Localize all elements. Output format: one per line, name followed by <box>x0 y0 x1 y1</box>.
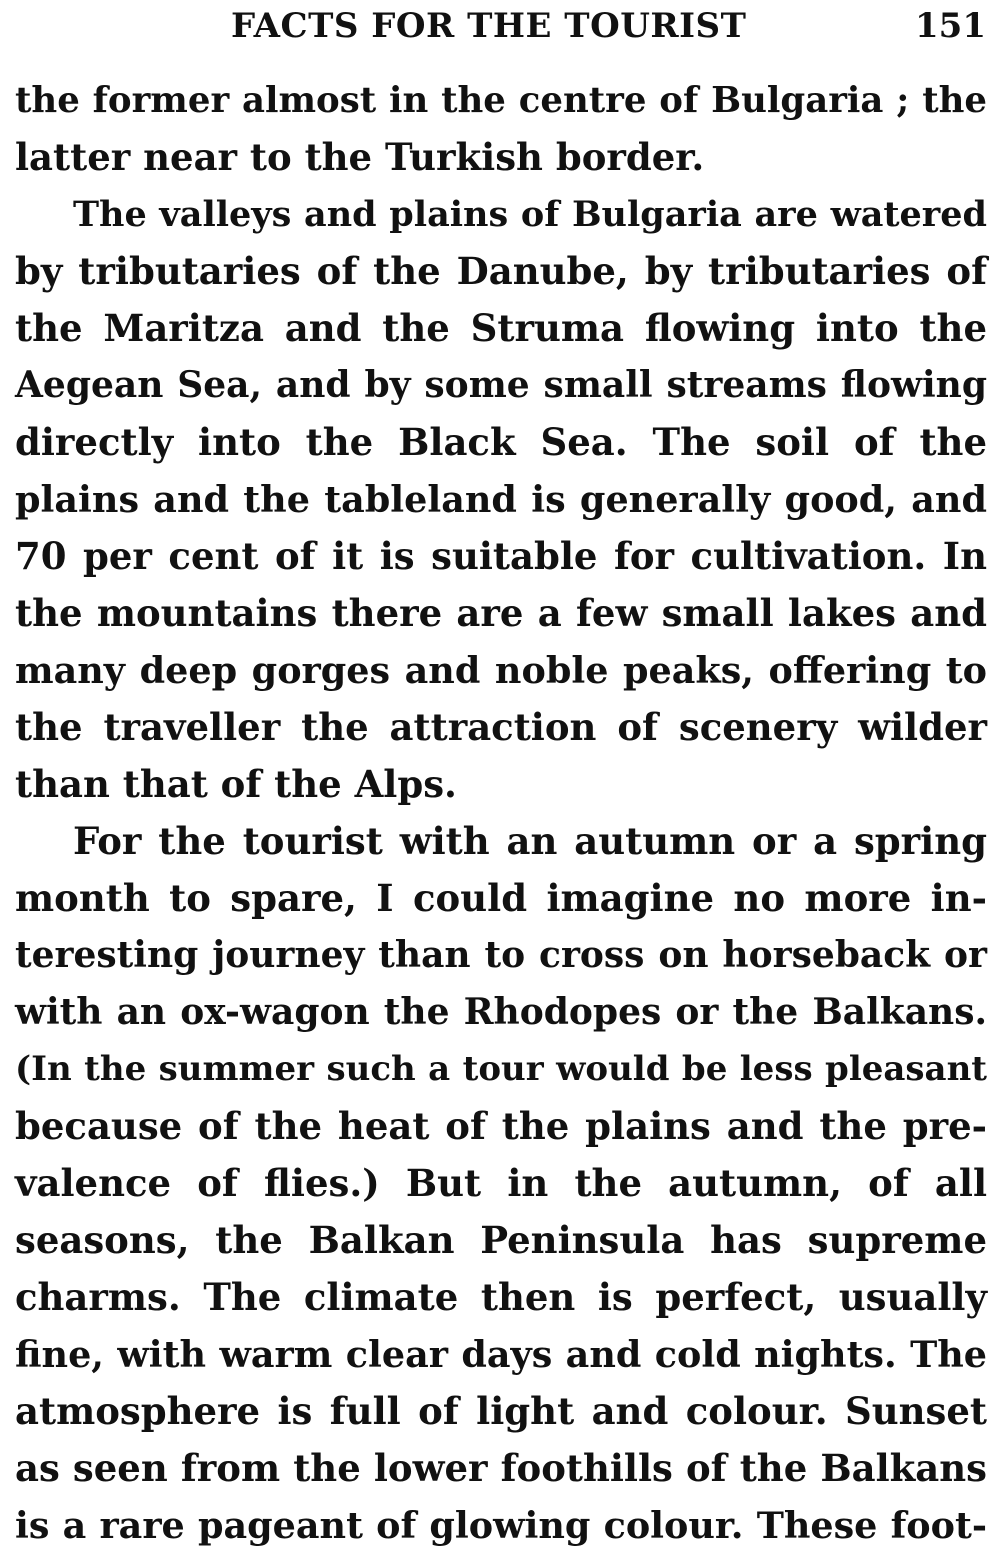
text-line: valence of flies.) But in the autumn, of all <box>15 1161 987 1205</box>
text-line: fine, with warm clear days and cold nights. The <box>15 1333 987 1376</box>
text-line: the mountains there are a few small lakes and <box>15 591 987 635</box>
text-line: than that of the Alps. <box>15 762 457 806</box>
text-line: (In the summer such a tour would be less pleasant <box>15 1049 987 1089</box>
page-number: 151 <box>915 6 986 46</box>
text-line: Aegean Sea, and by some small streams flowing <box>15 364 987 406</box>
text-line: seasons, the Balkan Peninsula has supreme <box>15 1218 987 1262</box>
text-line: as seen from the lower foothills of the Balkans <box>15 1446 987 1490</box>
running-head <box>0 0 1000 52</box>
text-line: by tributaries of the Danube, by tributaries of <box>15 249 987 293</box>
text-line: latter near to the Turkish border. <box>15 135 705 179</box>
text-line: teresting journey than to cross on horseback or <box>15 934 987 976</box>
text-line: directly into the Black Sea. The soil of the <box>15 420 987 464</box>
text-line: The valleys and plains of Bulgaria are watered <box>73 194 987 235</box>
text-line: month to spare, I could imagine no more in- <box>15 876 987 920</box>
text-line: because of the heat of the plains and the pre- <box>15 1104 987 1148</box>
running-title: FACTS FOR THE TOURIST <box>231 6 747 46</box>
text-line: the traveller the attraction of scenery wilder <box>15 705 987 749</box>
text-line: the former almost in the centre of Bulgaria ; the <box>15 80 987 121</box>
text-line: atmosphere is full of light and colour. Sunset <box>15 1389 987 1433</box>
text-line: plains and the tableland is generally good, and <box>15 478 987 521</box>
text-line: is a rare pageant of glowing colour. These foot- <box>15 1504 987 1547</box>
text-line: charms. The climate then is perfect, usually <box>15 1275 987 1319</box>
text-line: the Maritza and the Struma flowing into the <box>15 306 987 350</box>
text-line: For the tourist with an autumn or a spring <box>73 819 987 863</box>
text-line: with an ox-wagon the Rhodopes or the Balkans. <box>15 991 987 1033</box>
text-line: many deep gorges and noble peaks, offering to <box>15 649 987 692</box>
body-text <box>15 72 987 1554</box>
text-line: 70 per cent of it is suitable for cultivation. In <box>15 534 987 578</box>
